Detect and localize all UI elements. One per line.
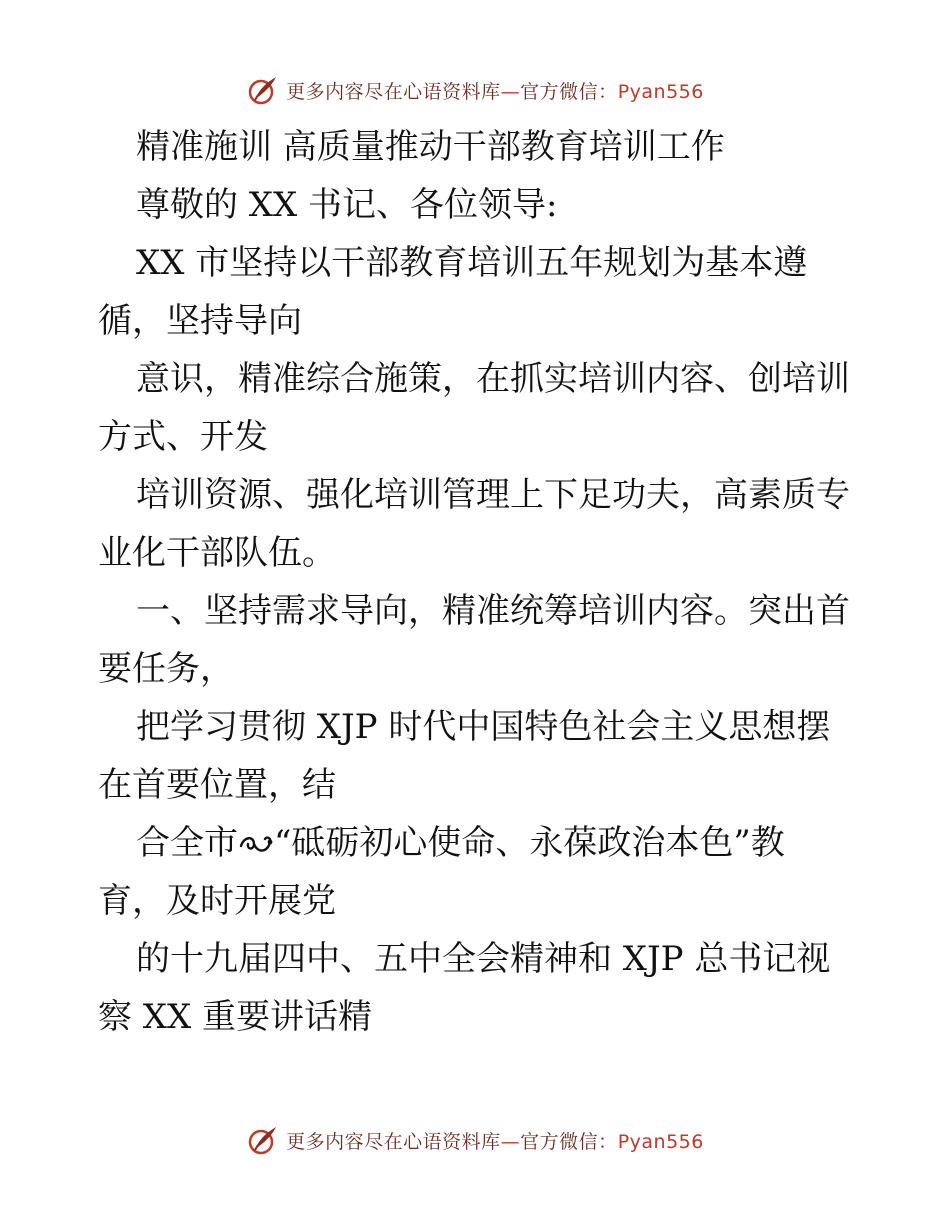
document-title: 精准施训 高质量推动干部教育培训工作	[136, 127, 725, 167]
swirl-ornament-icon	[238, 832, 274, 856]
banner-wechat-id: Pyan556	[617, 1130, 704, 1153]
paragraph-line: 要任务，	[98, 649, 234, 689]
banner-wechat-id: Pyan556	[617, 80, 704, 103]
paragraph-line: 把学习贯彻 XJP 时代中国特色社会主义思想摆	[136, 707, 831, 747]
footer-banner	[0, 1120, 950, 1160]
paragraph-line: XX 市坚持以干部教育培训五年规划为基本遵	[136, 243, 808, 283]
footer-banner-text	[286, 1127, 704, 1154]
paragraph-line: 方式、开发	[98, 417, 268, 457]
banner-dash: —	[500, 80, 521, 103]
banner-wechat-label: 官方微信：	[520, 80, 618, 103]
paragraph-line: 的十九届四中、五中全会精神和 XJP 总书记视	[136, 939, 831, 979]
paragraph-line-with-ornament	[98, 814, 858, 872]
paragraph-line: 在首要位置，结	[98, 765, 336, 805]
salutation: 尊敬的 XX 书记、各位领导:	[136, 185, 558, 225]
paragraph-line: 培训资源、强化培训管理上下足功夫，高素质专	[136, 475, 850, 515]
paragraph-line: 循，坚持导向	[98, 301, 302, 341]
banner-dash: —	[500, 1130, 521, 1153]
banner-slogan: 更多内容尽在心语资料库	[286, 80, 501, 103]
paragraph-line: 察 XX 重要讲话精	[98, 997, 373, 1037]
paragraph-segment: 合全市	[136, 823, 238, 863]
paragraph-line: 业化干部队伍。	[98, 533, 336, 573]
banner-wechat-label: 官方微信：	[520, 1130, 618, 1153]
header-banner	[0, 70, 950, 110]
quill-pen-logo-icon	[246, 73, 280, 107]
section-heading-line: 一、坚持需求导向，精准统筹培训内容。突出首	[136, 591, 850, 631]
banner-slogan: 更多内容尽在心语资料库	[286, 1130, 501, 1153]
paragraph-line: 意识，精准综合施策，在抓实培训内容、创培训	[136, 359, 850, 399]
header-banner-text	[286, 77, 704, 104]
paragraph-segment: “砥砺初心使命、永葆政治本色”教	[274, 823, 785, 863]
document-body	[98, 118, 858, 1046]
quill-pen-logo-icon	[246, 1123, 280, 1157]
paragraph-line: 育，及时开展党	[98, 881, 336, 921]
